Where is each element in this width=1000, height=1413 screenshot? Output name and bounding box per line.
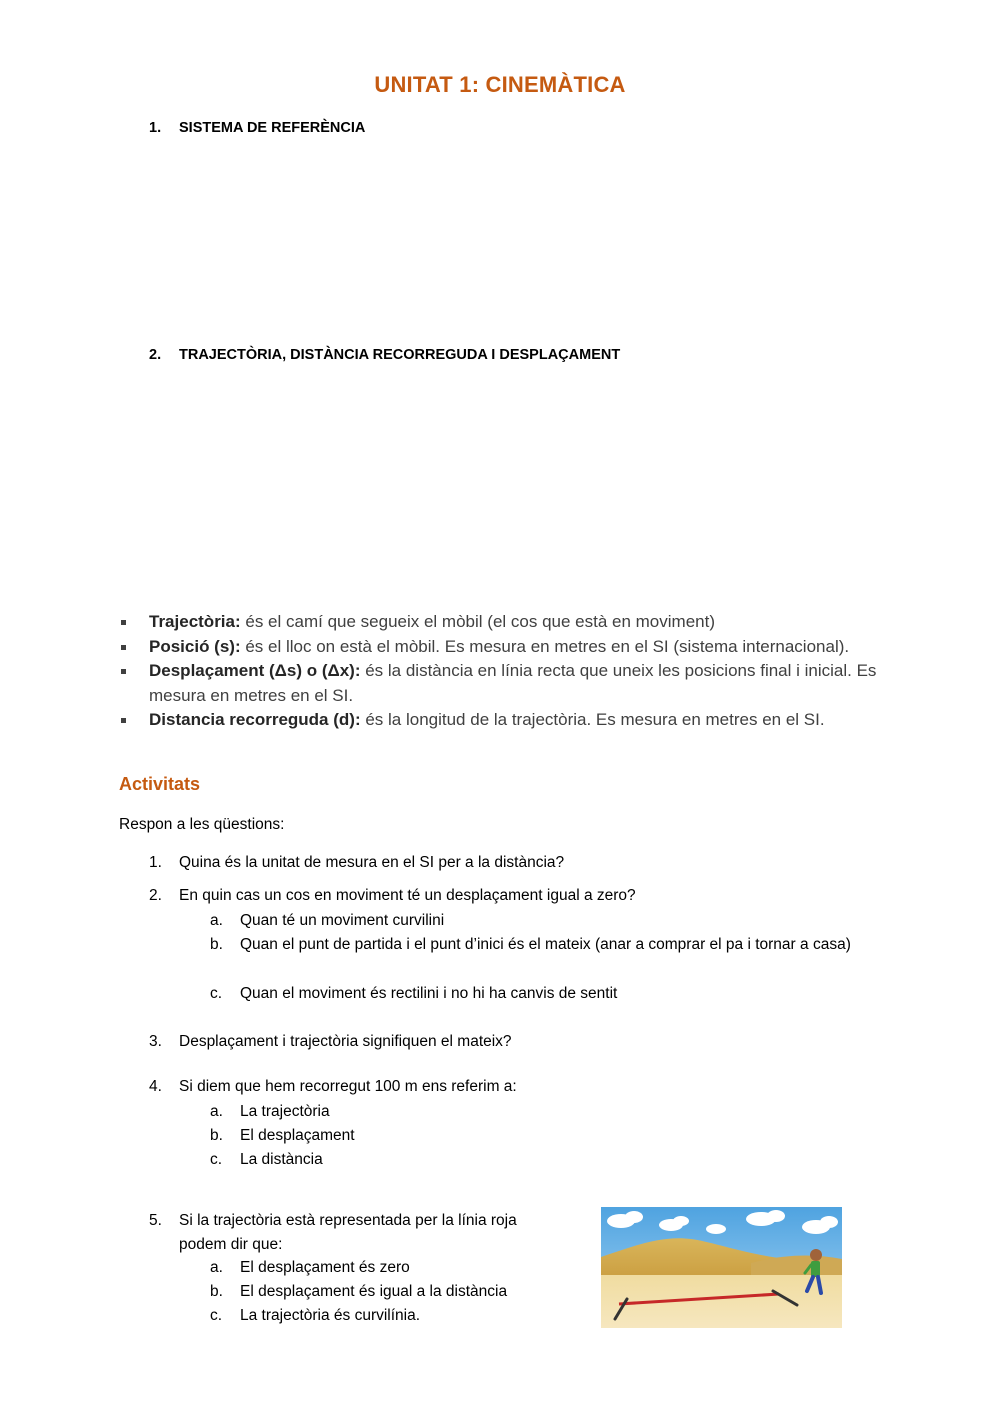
definitions-list bbox=[118, 610, 918, 733]
bullet-square-icon bbox=[121, 669, 126, 674]
activities-heading: Activitats bbox=[119, 774, 201, 794]
definition-term: Trajectòria: bbox=[149, 612, 241, 631]
option-text: El desplaçament és igual a la distància bbox=[240, 1283, 508, 1300]
definition-item bbox=[118, 659, 918, 708]
question-number: 1. bbox=[149, 854, 162, 871]
definition-item bbox=[118, 708, 918, 733]
definition-item bbox=[118, 635, 918, 660]
definition-text: és la longitud de la trajectòria. Es mesura en metres en el SI. bbox=[360, 710, 825, 729]
bullet-square-icon bbox=[121, 718, 126, 723]
question-4 bbox=[149, 1078, 889, 1096]
option-text: La distància bbox=[240, 1151, 323, 1168]
option-text: La trajectòria és curvilínia. bbox=[240, 1307, 421, 1324]
definition-item bbox=[118, 610, 918, 635]
section-heading-1 bbox=[149, 120, 365, 136]
question-text: Si la trajectòria està representada per la línia roja podem dir que: bbox=[179, 1212, 517, 1253]
question-number: 4. bbox=[149, 1078, 162, 1095]
option-text: Quan té un moviment curvilini bbox=[240, 912, 445, 929]
definition-term: Desplaçament (Δs) o (Δx): bbox=[149, 661, 361, 680]
question-number: 2. bbox=[149, 887, 162, 904]
bullet-square-icon bbox=[121, 620, 126, 625]
option-4c[interactable] bbox=[210, 1148, 880, 1172]
section-number: 2. bbox=[149, 347, 162, 363]
question-1 bbox=[149, 854, 889, 872]
question-number: 3. bbox=[149, 1033, 162, 1050]
definition-text: és el lloc on està el mòbil. Es mesura en metres en el SI (sistema internacional). bbox=[240, 636, 850, 656]
section-label: TRAJECTÒRIA, DISTÀNCIA RECORREGUDA I DESPLAÇAMENT bbox=[179, 347, 621, 363]
option-text: El desplaçament és zero bbox=[240, 1259, 410, 1276]
section-heading-2 bbox=[149, 347, 620, 363]
option-letter: c. bbox=[210, 1151, 223, 1168]
definition-text: és la distància en línia recta que uneix les posicions final i inicial. Es mesura en metres en el SI. bbox=[149, 661, 877, 705]
option-4a[interactable] bbox=[210, 1100, 880, 1124]
option-text: Quan el moviment és rectilini i no hi ha canvis de sentit bbox=[240, 985, 618, 1002]
section-label: SISTEMA DE REFERÈNCIA bbox=[179, 120, 366, 136]
option-text: La trajectòria bbox=[240, 1103, 330, 1120]
option-letter: a. bbox=[210, 1259, 223, 1276]
question-3 bbox=[149, 1033, 889, 1051]
question-text: En quin cas un cos en moviment té un desplaçament igual a zero? bbox=[179, 887, 636, 904]
question-2 bbox=[149, 887, 889, 905]
option-letter: a. bbox=[210, 1103, 223, 1120]
option-letter: c. bbox=[210, 1307, 223, 1324]
option-4b[interactable] bbox=[210, 1124, 880, 1148]
option-letter: b. bbox=[210, 1283, 223, 1300]
section-number: 1. bbox=[149, 120, 162, 136]
question-text: Si diem que hem recorregut 100 m ens referim a: bbox=[179, 1078, 517, 1095]
definition-term: Distancia recorreguda (d): bbox=[149, 710, 361, 729]
question-number: 5. bbox=[149, 1212, 162, 1229]
option-text: Quan el punt de partida i el punt d’inici és el mateix (anar a comprar el pa i tornar a casa) bbox=[240, 936, 851, 953]
page-title: UNITAT 1: CINEMÀTICA bbox=[374, 72, 626, 97]
option-2c[interactable] bbox=[210, 982, 880, 1006]
bullet-square-icon bbox=[121, 645, 126, 650]
option-letter: b. bbox=[210, 1127, 223, 1144]
question-5 bbox=[149, 1209, 549, 1257]
option-2a[interactable] bbox=[210, 909, 880, 933]
option-text: El desplaçament bbox=[240, 1127, 355, 1144]
trajectory-illustration bbox=[601, 1207, 842, 1328]
option-2b[interactable] bbox=[210, 933, 880, 981]
activities-intro: Respon a les qüestions: bbox=[119, 816, 285, 833]
option-letter: b. bbox=[210, 936, 223, 953]
question-text: Desplaçament i trajectòria signifiquen el mateix? bbox=[179, 1033, 512, 1050]
definition-text: és el camí que segueix el mòbil (el cos que està en moviment) bbox=[240, 612, 715, 631]
question-text: Quina és la unitat de mesura en el SI per a la distància? bbox=[179, 854, 565, 871]
option-letter: c. bbox=[210, 985, 223, 1002]
option-letter: a. bbox=[210, 912, 223, 929]
definition-term: Posició (s): bbox=[149, 636, 241, 656]
